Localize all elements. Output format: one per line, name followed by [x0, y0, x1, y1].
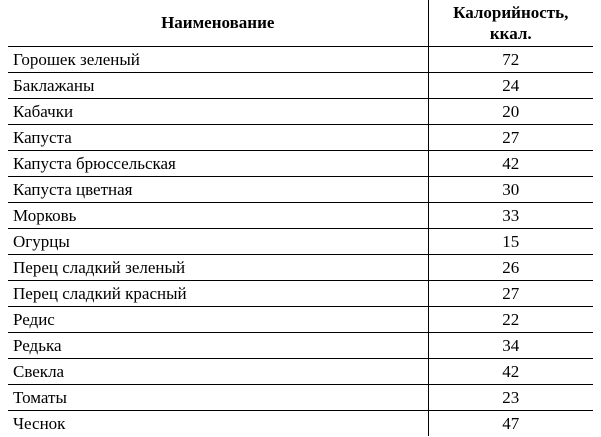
table-row [8, 411, 593, 437]
table-row [8, 151, 593, 177]
product-name: Кабачки [8, 99, 428, 125]
table-row [8, 99, 593, 125]
table-row [8, 73, 593, 99]
table-row [8, 307, 593, 333]
calorie-value: 20 [428, 99, 593, 125]
calorie-value: 24 [428, 73, 593, 99]
calorie-value: 15 [428, 229, 593, 255]
calorie-value: 34 [428, 333, 593, 359]
table-header-row [8, 0, 593, 47]
product-name: Капуста цветная [8, 177, 428, 203]
product-name: Капуста брюссельская [8, 151, 428, 177]
product-name: Морковь [8, 203, 428, 229]
product-name: Капуста [8, 125, 428, 151]
table-row [8, 203, 593, 229]
product-name: Огурцы [8, 229, 428, 255]
table-row [8, 359, 593, 385]
table-row [8, 177, 593, 203]
product-name: Редис [8, 307, 428, 333]
product-name: Редька [8, 333, 428, 359]
table-row [8, 385, 593, 411]
table-row [8, 47, 593, 73]
table-row [8, 229, 593, 255]
calorie-value: 22 [428, 307, 593, 333]
calorie-value: 42 [428, 151, 593, 177]
product-name: Чеснок [8, 411, 428, 437]
calorie-value: 47 [502, 414, 520, 433]
table-row [8, 255, 593, 281]
table-row [8, 125, 593, 151]
table-row [8, 333, 593, 359]
table-row [8, 281, 593, 307]
calorie-value: 72 [428, 47, 593, 73]
header-calories [428, 0, 593, 47]
calorie-value: 27 [428, 125, 593, 151]
header-calories-line2: ккал. [489, 24, 532, 43]
product-name: Горошек зеленый [8, 47, 428, 73]
table-body [8, 47, 593, 437]
calorie-value: 27 [428, 281, 593, 307]
header-calories-line1: Калорийность, [453, 2, 569, 22]
calorie-table [8, 0, 593, 436]
product-name: Перец сладкий зеленый [8, 255, 428, 281]
calorie-value: 23 [428, 385, 593, 411]
product-name: Баклажаны [8, 73, 428, 99]
calorie-value: 26 [428, 255, 593, 281]
calorie-value: 30 [428, 177, 593, 203]
product-name: Перец сладкий красный [8, 281, 428, 307]
calorie-value: 33 [428, 203, 593, 229]
product-name: Свекла [8, 359, 428, 385]
product-name: Томаты [8, 385, 428, 411]
header-name: Наименование [8, 0, 428, 47]
calorie-value: 42 [428, 359, 593, 385]
